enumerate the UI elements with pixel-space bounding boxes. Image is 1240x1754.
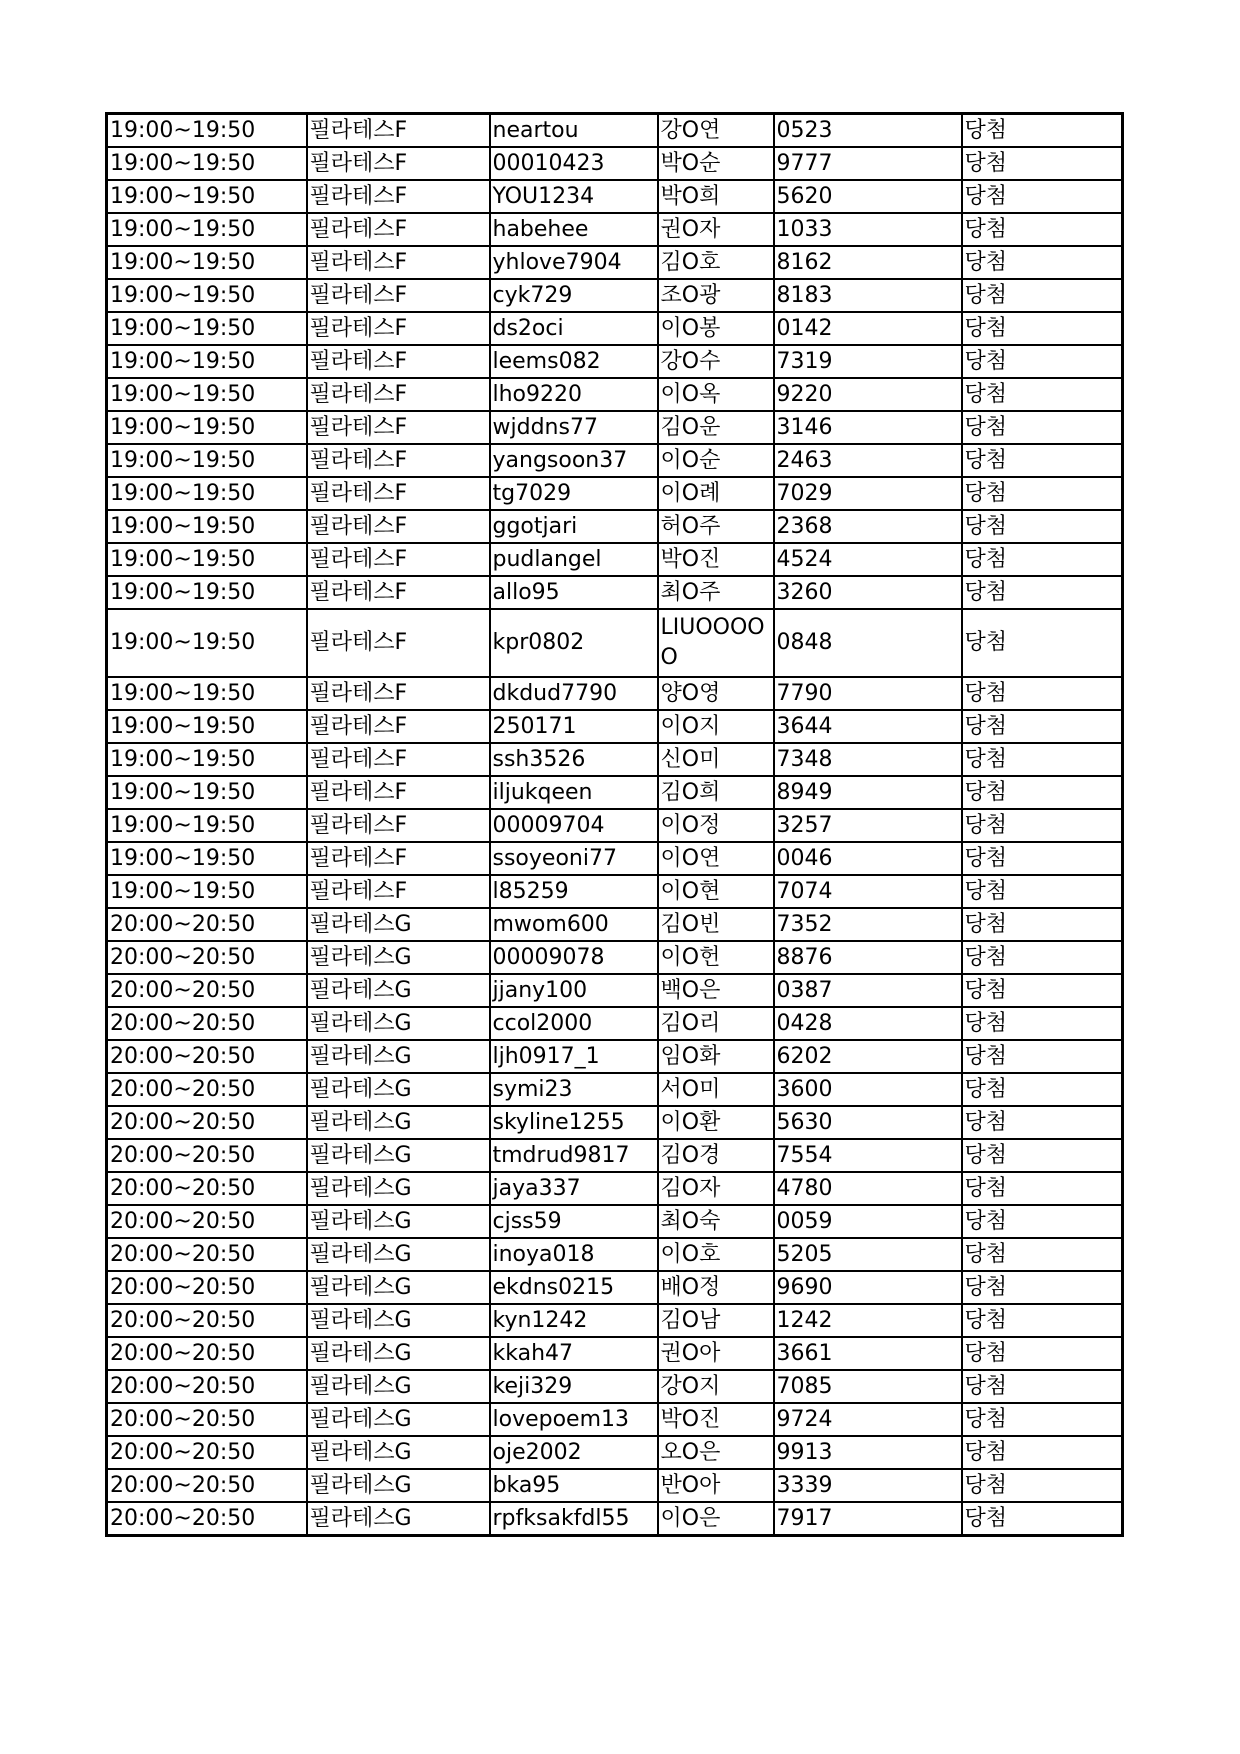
result-cell: 당첨 <box>962 279 1123 312</box>
user-id-cell: 00009704 <box>490 809 658 842</box>
table-row <box>107 1073 1123 1106</box>
program-cell: 필라테스F <box>307 809 490 842</box>
phone-last4-cell: 0428 <box>774 1007 962 1040</box>
table-row <box>107 908 1123 941</box>
masked-name-cell: 강O수 <box>658 345 774 378</box>
result-cell: 당첨 <box>962 1304 1123 1337</box>
phone-last4-cell: 7554 <box>774 1139 962 1172</box>
phone-last4-cell: 7319 <box>774 345 962 378</box>
phone-last4-cell: 5205 <box>774 1238 962 1271</box>
result-cell: 당첨 <box>962 213 1123 246</box>
phone-last4-cell: 3146 <box>774 411 962 444</box>
result-cell: 당첨 <box>962 1469 1123 1502</box>
program-cell: 필라테스G <box>307 1469 490 1502</box>
user-id-cell: kkah47 <box>490 1337 658 1370</box>
phone-last4-cell: 9690 <box>774 1271 962 1304</box>
program-cell: 필라테스F <box>307 543 490 576</box>
masked-name-cell: 박O희 <box>658 180 774 213</box>
result-cell: 당첨 <box>962 1073 1123 1106</box>
result-cell: 당첨 <box>962 875 1123 908</box>
user-id-cell: neartou <box>490 114 658 148</box>
table-row <box>107 743 1123 776</box>
program-cell: 필라테스F <box>307 345 490 378</box>
phone-last4-cell: 9777 <box>774 147 962 180</box>
program-cell: 필라테스G <box>307 1271 490 1304</box>
masked-name-cell: 김O희 <box>658 776 774 809</box>
table-row <box>107 1337 1123 1370</box>
time-slot-cell: 19:00~19:50 <box>107 677 307 710</box>
phone-last4-cell: 1242 <box>774 1304 962 1337</box>
result-cell: 당첨 <box>962 1436 1123 1469</box>
program-cell: 필라테스G <box>307 974 490 1007</box>
phone-last4-cell: 9220 <box>774 378 962 411</box>
user-id-cell: wjddns77 <box>490 411 658 444</box>
user-id-cell: leems082 <box>490 345 658 378</box>
result-cell: 당첨 <box>962 809 1123 842</box>
table-row <box>107 776 1123 809</box>
table-row <box>107 444 1123 477</box>
table-row <box>107 1172 1123 1205</box>
user-id-cell: kyn1242 <box>490 1304 658 1337</box>
table-row <box>107 378 1123 411</box>
table-row <box>107 1469 1123 1502</box>
masked-name-cell: 이O연 <box>658 842 774 875</box>
program-cell: 필라테스G <box>307 1172 490 1205</box>
phone-last4-cell: 8876 <box>774 941 962 974</box>
program-cell: 필라테스F <box>307 743 490 776</box>
user-id-cell: cjss59 <box>490 1205 658 1238</box>
masked-name-cell: 박O진 <box>658 543 774 576</box>
phone-last4-cell: 7348 <box>774 743 962 776</box>
time-slot-cell: 20:00~20:50 <box>107 974 307 1007</box>
table-row <box>107 1502 1123 1536</box>
phone-last4-cell: 4780 <box>774 1172 962 1205</box>
phone-last4-cell: 3257 <box>774 809 962 842</box>
program-cell: 필라테스G <box>307 1238 490 1271</box>
result-cell: 당첨 <box>962 974 1123 1007</box>
masked-name-cell: 박O진 <box>658 1403 774 1436</box>
result-cell: 당첨 <box>962 444 1123 477</box>
phone-last4-cell: 2368 <box>774 510 962 543</box>
table-row <box>107 875 1123 908</box>
phone-last4-cell: 6202 <box>774 1040 962 1073</box>
program-cell: 필라테스G <box>307 908 490 941</box>
result-cell: 당첨 <box>962 477 1123 510</box>
user-id-cell: oje2002 <box>490 1436 658 1469</box>
program-cell: 필라테스F <box>307 842 490 875</box>
time-slot-cell: 20:00~20:50 <box>107 908 307 941</box>
time-slot-cell: 20:00~20:50 <box>107 1205 307 1238</box>
phone-last4-cell: 8183 <box>774 279 962 312</box>
program-cell: 필라테스F <box>307 180 490 213</box>
masked-name-cell: 이O옥 <box>658 378 774 411</box>
result-cell: 당첨 <box>962 576 1123 609</box>
user-id-cell: bka95 <box>490 1469 658 1502</box>
user-id-cell: ssoyeoni77 <box>490 842 658 875</box>
result-cell: 당첨 <box>962 1040 1123 1073</box>
time-slot-cell: 19:00~19:50 <box>107 710 307 743</box>
masked-name-cell: 배O정 <box>658 1271 774 1304</box>
table-row <box>107 279 1123 312</box>
time-slot-cell: 20:00~20:50 <box>107 1040 307 1073</box>
phone-last4-cell: 3600 <box>774 1073 962 1106</box>
program-cell: 필라테스G <box>307 1304 490 1337</box>
program-cell: 필라테스F <box>307 378 490 411</box>
time-slot-cell: 20:00~20:50 <box>107 941 307 974</box>
user-id-cell: symi23 <box>490 1073 658 1106</box>
program-cell: 필라테스F <box>307 444 490 477</box>
time-slot-cell: 19:00~19:50 <box>107 809 307 842</box>
program-cell: 필라테스G <box>307 941 490 974</box>
result-cell: 당첨 <box>962 510 1123 543</box>
time-slot-cell: 20:00~20:50 <box>107 1304 307 1337</box>
time-slot-cell: 20:00~20:50 <box>107 1337 307 1370</box>
masked-name-cell: 이O현 <box>658 875 774 908</box>
phone-last4-cell: 9913 <box>774 1436 962 1469</box>
result-cell: 당첨 <box>962 1205 1123 1238</box>
result-cell: 당첨 <box>962 1370 1123 1403</box>
phone-last4-cell: 3644 <box>774 710 962 743</box>
time-slot-cell: 20:00~20:50 <box>107 1007 307 1040</box>
user-id-cell: jjany100 <box>490 974 658 1007</box>
result-cell: 당첨 <box>962 1271 1123 1304</box>
program-cell: 필라테스F <box>307 875 490 908</box>
masked-name-cell: 이O순 <box>658 444 774 477</box>
masked-name-cell: 김O호 <box>658 246 774 279</box>
masked-name-cell: 권O아 <box>658 1337 774 1370</box>
time-slot-cell: 19:00~19:50 <box>107 543 307 576</box>
masked-name-cell: 이O은 <box>658 1502 774 1536</box>
table-row <box>107 1205 1123 1238</box>
table-row <box>107 543 1123 576</box>
user-id-cell: ekdns0215 <box>490 1271 658 1304</box>
masked-name-cell: 이O봉 <box>658 312 774 345</box>
user-id-cell: ssh3526 <box>490 743 658 776</box>
result-cell: 당첨 <box>962 378 1123 411</box>
user-id-cell: ggotjari <box>490 510 658 543</box>
masked-name-cell: LIUOOOOO <box>658 609 774 677</box>
table-body <box>107 114 1123 1536</box>
time-slot-cell: 20:00~20:50 <box>107 1502 307 1536</box>
user-id-cell: lho9220 <box>490 378 658 411</box>
result-cell: 당첨 <box>962 908 1123 941</box>
time-slot-cell: 20:00~20:50 <box>107 1403 307 1436</box>
phone-last4-cell: 7352 <box>774 908 962 941</box>
phone-last4-cell: 5630 <box>774 1106 962 1139</box>
table-row <box>107 1370 1123 1403</box>
result-cell: 당첨 <box>962 1172 1123 1205</box>
phone-last4-cell: 8162 <box>774 246 962 279</box>
user-id-cell: 250171 <box>490 710 658 743</box>
user-id-cell: lovepoem13 <box>490 1403 658 1436</box>
time-slot-cell: 19:00~19:50 <box>107 576 307 609</box>
masked-name-cell: 임O화 <box>658 1040 774 1073</box>
time-slot-cell: 19:00~19:50 <box>107 776 307 809</box>
phone-last4-cell: 7074 <box>774 875 962 908</box>
time-slot-cell: 20:00~20:50 <box>107 1370 307 1403</box>
table-row <box>107 246 1123 279</box>
result-cell: 당첨 <box>962 114 1123 148</box>
program-cell: 필라테스F <box>307 710 490 743</box>
table-row <box>107 1271 1123 1304</box>
user-id-cell: 00010423 <box>490 147 658 180</box>
masked-name-cell: 최O숙 <box>658 1205 774 1238</box>
phone-last4-cell: 7029 <box>774 477 962 510</box>
time-slot-cell: 19:00~19:50 <box>107 609 307 677</box>
result-cell: 당첨 <box>962 147 1123 180</box>
user-id-cell: YOU1234 <box>490 180 658 213</box>
table-row <box>107 1238 1123 1271</box>
time-slot-cell: 20:00~20:50 <box>107 1139 307 1172</box>
table-row <box>107 609 1123 677</box>
program-cell: 필라테스G <box>307 1403 490 1436</box>
table-row <box>107 1106 1123 1139</box>
phone-last4-cell: 0059 <box>774 1205 962 1238</box>
lottery-result-table <box>105 112 1124 1537</box>
time-slot-cell: 19:00~19:50 <box>107 743 307 776</box>
time-slot-cell: 19:00~19:50 <box>107 312 307 345</box>
masked-name-cell: 김O자 <box>658 1172 774 1205</box>
user-id-cell: jaya337 <box>490 1172 658 1205</box>
masked-name-cell: 이O환 <box>658 1106 774 1139</box>
user-id-cell: ds2oci <box>490 312 658 345</box>
program-cell: 필라테스G <box>307 1040 490 1073</box>
phone-last4-cell: 7085 <box>774 1370 962 1403</box>
masked-name-cell: 김O리 <box>658 1007 774 1040</box>
table-row <box>107 974 1123 1007</box>
table-row <box>107 345 1123 378</box>
result-cell: 당첨 <box>962 312 1123 345</box>
program-cell: 필라테스G <box>307 1502 490 1536</box>
phone-last4-cell: 3260 <box>774 576 962 609</box>
program-cell: 필라테스G <box>307 1106 490 1139</box>
result-cell: 당첨 <box>962 941 1123 974</box>
phone-last4-cell: 0142 <box>774 312 962 345</box>
phone-last4-cell: 0523 <box>774 114 962 148</box>
program-cell: 필라테스F <box>307 114 490 148</box>
program-cell: 필라테스F <box>307 279 490 312</box>
user-id-cell: kpr0802 <box>490 609 658 677</box>
time-slot-cell: 20:00~20:50 <box>107 1271 307 1304</box>
program-cell: 필라테스G <box>307 1139 490 1172</box>
masked-name-cell: 이O례 <box>658 477 774 510</box>
user-id-cell: cyk729 <box>490 279 658 312</box>
phone-last4-cell: 0046 <box>774 842 962 875</box>
masked-name-cell: 강O지 <box>658 1370 774 1403</box>
phone-last4-cell: 7917 <box>774 1502 962 1536</box>
masked-name-cell: 양O영 <box>658 677 774 710</box>
time-slot-cell: 19:00~19:50 <box>107 411 307 444</box>
result-cell: 당첨 <box>962 1403 1123 1436</box>
table-row <box>107 576 1123 609</box>
program-cell: 필라테스F <box>307 312 490 345</box>
table-row <box>107 710 1123 743</box>
table-row <box>107 1403 1123 1436</box>
time-slot-cell: 20:00~20:50 <box>107 1238 307 1271</box>
result-cell: 당첨 <box>962 246 1123 279</box>
time-slot-cell: 19:00~19:50 <box>107 147 307 180</box>
user-id-cell: allo95 <box>490 576 658 609</box>
program-cell: 필라테스F <box>307 411 490 444</box>
result-cell: 당첨 <box>962 1007 1123 1040</box>
program-cell: 필라테스F <box>307 213 490 246</box>
user-id-cell: yhlove7904 <box>490 246 658 279</box>
masked-name-cell: 김O남 <box>658 1304 774 1337</box>
masked-name-cell: 박O순 <box>658 147 774 180</box>
masked-name-cell: 김O운 <box>658 411 774 444</box>
user-id-cell: ccol2000 <box>490 1007 658 1040</box>
phone-last4-cell: 4524 <box>774 543 962 576</box>
table-row <box>107 1007 1123 1040</box>
table-row <box>107 941 1123 974</box>
program-cell: 필라테스G <box>307 1337 490 1370</box>
user-id-cell: habehee <box>490 213 658 246</box>
program-cell: 필라테스F <box>307 677 490 710</box>
result-cell: 당첨 <box>962 1238 1123 1271</box>
result-cell: 당첨 <box>962 776 1123 809</box>
result-cell: 당첨 <box>962 743 1123 776</box>
phone-last4-cell: 0848 <box>774 609 962 677</box>
user-id-cell: l85259 <box>490 875 658 908</box>
user-id-cell: dkdud7790 <box>490 677 658 710</box>
program-cell: 필라테스G <box>307 1436 490 1469</box>
user-id-cell: inoya018 <box>490 1238 658 1271</box>
time-slot-cell: 19:00~19:50 <box>107 345 307 378</box>
time-slot-cell: 20:00~20:50 <box>107 1106 307 1139</box>
user-id-cell: keji329 <box>490 1370 658 1403</box>
phone-last4-cell: 8949 <box>774 776 962 809</box>
user-id-cell: tg7029 <box>490 477 658 510</box>
time-slot-cell: 19:00~19:50 <box>107 246 307 279</box>
user-id-cell: pudlangel <box>490 543 658 576</box>
masked-name-cell: 신O미 <box>658 743 774 776</box>
time-slot-cell: 19:00~19:50 <box>107 477 307 510</box>
table-row <box>107 312 1123 345</box>
program-cell: 필라테스F <box>307 776 490 809</box>
phone-last4-cell: 1033 <box>774 213 962 246</box>
masked-name-cell: 오O은 <box>658 1436 774 1469</box>
masked-name-cell: 반O아 <box>658 1469 774 1502</box>
program-cell: 필라테스F <box>307 576 490 609</box>
user-id-cell: skyline1255 <box>490 1106 658 1139</box>
time-slot-cell: 19:00~19:50 <box>107 180 307 213</box>
time-slot-cell: 19:00~19:50 <box>107 279 307 312</box>
table-row <box>107 477 1123 510</box>
user-id-cell: iljukqeen <box>490 776 658 809</box>
masked-name-cell: 김O경 <box>658 1139 774 1172</box>
phone-last4-cell: 2463 <box>774 444 962 477</box>
program-cell: 필라테스G <box>307 1007 490 1040</box>
table-row <box>107 1304 1123 1337</box>
user-id-cell: mwom600 <box>490 908 658 941</box>
time-slot-cell: 19:00~19:50 <box>107 875 307 908</box>
table-row <box>107 1436 1123 1469</box>
time-slot-cell: 19:00~19:50 <box>107 114 307 148</box>
masked-name-cell: 허O주 <box>658 510 774 543</box>
phone-last4-cell: 5620 <box>774 180 962 213</box>
program-cell: 필라테스F <box>307 609 490 677</box>
program-cell: 필라테스F <box>307 246 490 279</box>
masked-name-cell: 이O정 <box>658 809 774 842</box>
table-row <box>107 1139 1123 1172</box>
time-slot-cell: 19:00~19:50 <box>107 510 307 543</box>
result-cell: 당첨 <box>962 842 1123 875</box>
masked-name-cell: 이O호 <box>658 1238 774 1271</box>
phone-last4-cell: 7790 <box>774 677 962 710</box>
time-slot-cell: 19:00~19:50 <box>107 842 307 875</box>
time-slot-cell: 20:00~20:50 <box>107 1073 307 1106</box>
masked-name-cell: 조O광 <box>658 279 774 312</box>
result-cell: 당첨 <box>962 1502 1123 1536</box>
table-row <box>107 842 1123 875</box>
table-row <box>107 147 1123 180</box>
user-id-cell: 00009078 <box>490 941 658 974</box>
phone-last4-cell: 0387 <box>774 974 962 1007</box>
program-cell: 필라테스G <box>307 1205 490 1238</box>
table-row <box>107 114 1123 148</box>
table-row <box>107 1040 1123 1073</box>
time-slot-cell: 20:00~20:50 <box>107 1436 307 1469</box>
phone-last4-cell: 3661 <box>774 1337 962 1370</box>
table-row <box>107 180 1123 213</box>
masked-name-cell: 이O헌 <box>658 941 774 974</box>
program-cell: 필라테스G <box>307 1370 490 1403</box>
masked-name-cell: 서O미 <box>658 1073 774 1106</box>
result-cell: 당첨 <box>962 1337 1123 1370</box>
user-id-cell: yangsoon37 <box>490 444 658 477</box>
result-cell: 당첨 <box>962 345 1123 378</box>
table-row <box>107 510 1123 543</box>
result-cell: 당첨 <box>962 543 1123 576</box>
table-row <box>107 411 1123 444</box>
result-cell: 당첨 <box>962 411 1123 444</box>
masked-name-cell: 권O자 <box>658 213 774 246</box>
time-slot-cell: 19:00~19:50 <box>107 213 307 246</box>
table-row <box>107 677 1123 710</box>
result-cell: 당첨 <box>962 677 1123 710</box>
time-slot-cell: 19:00~19:50 <box>107 444 307 477</box>
phone-last4-cell: 3339 <box>774 1469 962 1502</box>
masked-name-cell: 백O은 <box>658 974 774 1007</box>
phone-last4-cell: 9724 <box>774 1403 962 1436</box>
result-cell: 당첨 <box>962 710 1123 743</box>
masked-name-cell: 이O지 <box>658 710 774 743</box>
result-cell: 당첨 <box>962 609 1123 677</box>
result-cell: 당첨 <box>962 180 1123 213</box>
time-slot-cell: 20:00~20:50 <box>107 1172 307 1205</box>
table-row <box>107 213 1123 246</box>
program-cell: 필라테스F <box>307 147 490 180</box>
table-row <box>107 809 1123 842</box>
program-cell: 필라테스G <box>307 1073 490 1106</box>
masked-name-cell: 김O빈 <box>658 908 774 941</box>
time-slot-cell: 19:00~19:50 <box>107 378 307 411</box>
user-id-cell: tmdrud9817 <box>490 1139 658 1172</box>
masked-name-cell: 강O연 <box>658 114 774 148</box>
program-cell: 필라테스F <box>307 477 490 510</box>
user-id-cell: rpfksakfdl55 <box>490 1502 658 1536</box>
time-slot-cell: 20:00~20:50 <box>107 1469 307 1502</box>
result-cell: 당첨 <box>962 1106 1123 1139</box>
result-cell: 당첨 <box>962 1139 1123 1172</box>
program-cell: 필라테스F <box>307 510 490 543</box>
user-id-cell: ljh0917_1 <box>490 1040 658 1073</box>
masked-name-cell: 최O주 <box>658 576 774 609</box>
